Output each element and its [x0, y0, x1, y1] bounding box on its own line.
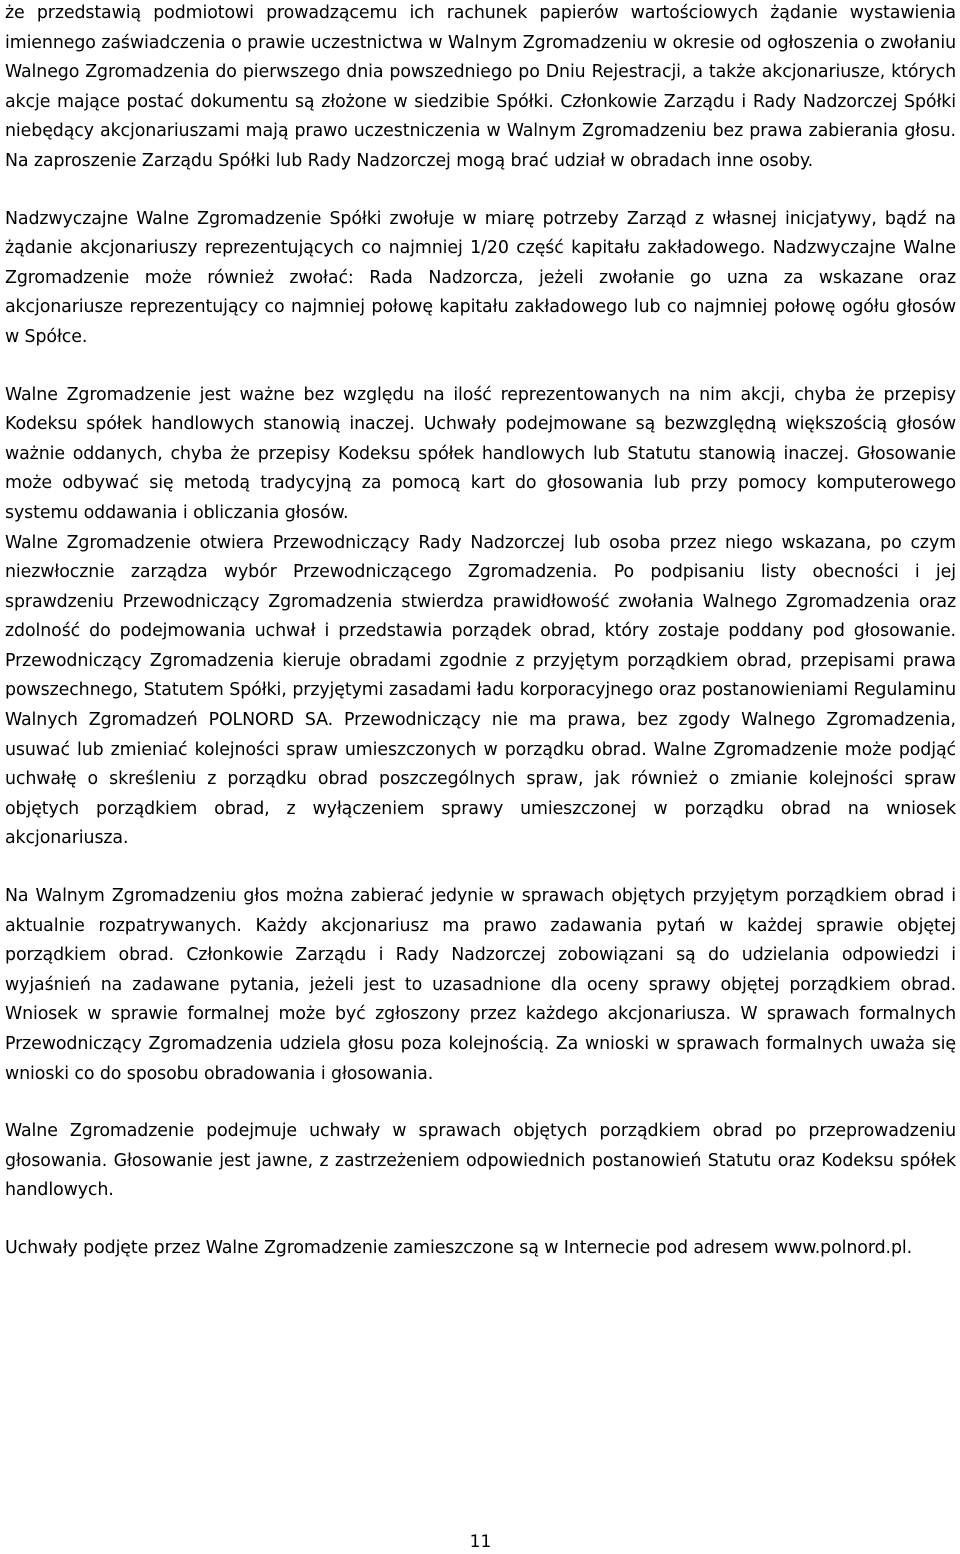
paragraph-extraordinary-meeting: Nadzwyczajne Walne Zgromadzenie Spółki zwołuje w miarę potrzeby Zarząd z własnej inicjatywy, bądź na żądanie akcjonariuszy reprezentujących co najmniej 1/20 część kapitału zakładowego. Nadzwyczajne Walne Zgromadzenie może również zwołać: Rada Nadzorcza, jeżeli zwołanie go uzna za wskazane oraz akcjonariusze reprezentujący co najmniej połowę kapitału zakładowego lub co najmniej połowę ogółu głosów w Spółce. — [5, 208, 956, 347]
paragraph-internet-publication: Uchwały podjęte przez Walne Zgromadzenie zamieszczone są w Internecie pod adresem www.polnord.pl. — [5, 1237, 913, 1258]
paragraph-chairman: Walne Zgromadzenie otwiera Przewodniczący Rady Nadzorczej lub osoba przez niego wskazana, po czym niezwłocznie zarządza wybór Przewodniczącego Zgromadzenia. Po podpisaniu listy obecności i jej sprawdzeniu Przewodniczący Zgromadzenia stwierdza prawidłowość zwołania Walnego Zgromadzenia oraz zdolność do podejmowania uchwał i przedstawia porządek obrad, który zostaje poddany pod głosowanie. Przewodniczący Zgromadzenia kieruje obradami zgodnie z przyjętym porządkiem obrad, przepisami prawa powszechnego, Statutem Spółki, przyjętymi zasadami ładu korporacyjnego oraz postanowieniami Regulaminu Walnych Zgromadzeń POLNORD SA. Przewodniczący nie ma prawa, bez zgody Walnego Zgromadzenia, usuwać lub zmieniać kolejności spraw umieszczonych w porządku obrad. Walne Zgromadzenie może podjąć uchwałę o skreśleniu z porządku obrad poszczególnych spraw, jak również o zmianie kolejności spraw objętych porządkiem obrad, z wyłączeniem sprawy umieszczonej w porządku obrad na wniosek akcjonariusza. — [5, 532, 956, 849]
paragraph-speaking-rights: Na Walnym Zgromadzeniu głos można zabierać jedynie w sprawach objętych przyjętym porządkiem obrad i aktualnie rozpatrywanych. Każdy akcjonariusz ma prawo zadawania pytań w każdej sprawie objętej porządkiem obrad. Członkowie Zarządu i Rady Nadzorczej zobowiązani są do udzielania odpowiedzi i wyjaśnień na zadawane pytania, jeżeli jest to uzasadnione dla oceny sprawy objętej porządkiem obrad. Wniosek w sprawie formalnej może być zgłoszony przez każdego akcjonariusza. W sprawach formalnych Przewodniczący Zgromadzenia udziela głosu poza kolejnością. Za wnioski w sprawach formalnych uważa się wnioski co do sposobu obradowania i głosowania. — [5, 886, 956, 1084]
page-number: 11 — [469, 1532, 492, 1552]
document-page — [5, 0, 956, 1553]
paragraph-resolutions: Walne Zgromadzenie podejmuje uchwały w sprawach objętych porządkiem obrad po przeprowadzeniu głosowania. Głosowanie jest jawne, z zastrzeżeniem odpowiednich postanowień Statutu oraz Kodeksu spółek handlowych. — [5, 1121, 956, 1201]
paragraph-participation: że przedstawią podmiotowi prowadzącemu ich rachunek papierów wartościowych żądanie wystawienia imiennego zaświadczenia o prawie uczestnictwa w Walnym Zgromadzeniu w okresie od ogłoszenia o zwołaniu Walnego Zgromadzenia do pierwszego dnia powszedniego po Dniu Rejestracji, a także akcjonariusze, których akcje mające postać dokumentu są złożone w siedzibie Spółki. Członkowie Zarządu i Rady Nadzorczej Spółki niebędący akcjonariuszami mają prawo uczestniczenia w Walnym Zgromadzeniu bez prawa zabierania głosu. Na zaproszenie Zarządu Spółki lub Rady Nadzorczej mogą brać udział w obradach inne osoby. — [5, 3, 956, 171]
paragraph-validity: Walne Zgromadzenie jest ważne bez względu na ilość reprezentowanych na nim akcji, chyba że przepisy Kodeksu spółek handlowych stanowią inaczej. Uchwały podejmowane są bezwzględną większością głosów ważnie oddanych, chyba że przepisy Kodeksu spółek handlowych lub Statutu stanowią inaczej. Głosowanie może odbywać się metodą tradycyjną za pomocą kart do głosowania lub przy pomocy komputerowego systemu oddawania i obliczania głosów. — [5, 384, 956, 523]
